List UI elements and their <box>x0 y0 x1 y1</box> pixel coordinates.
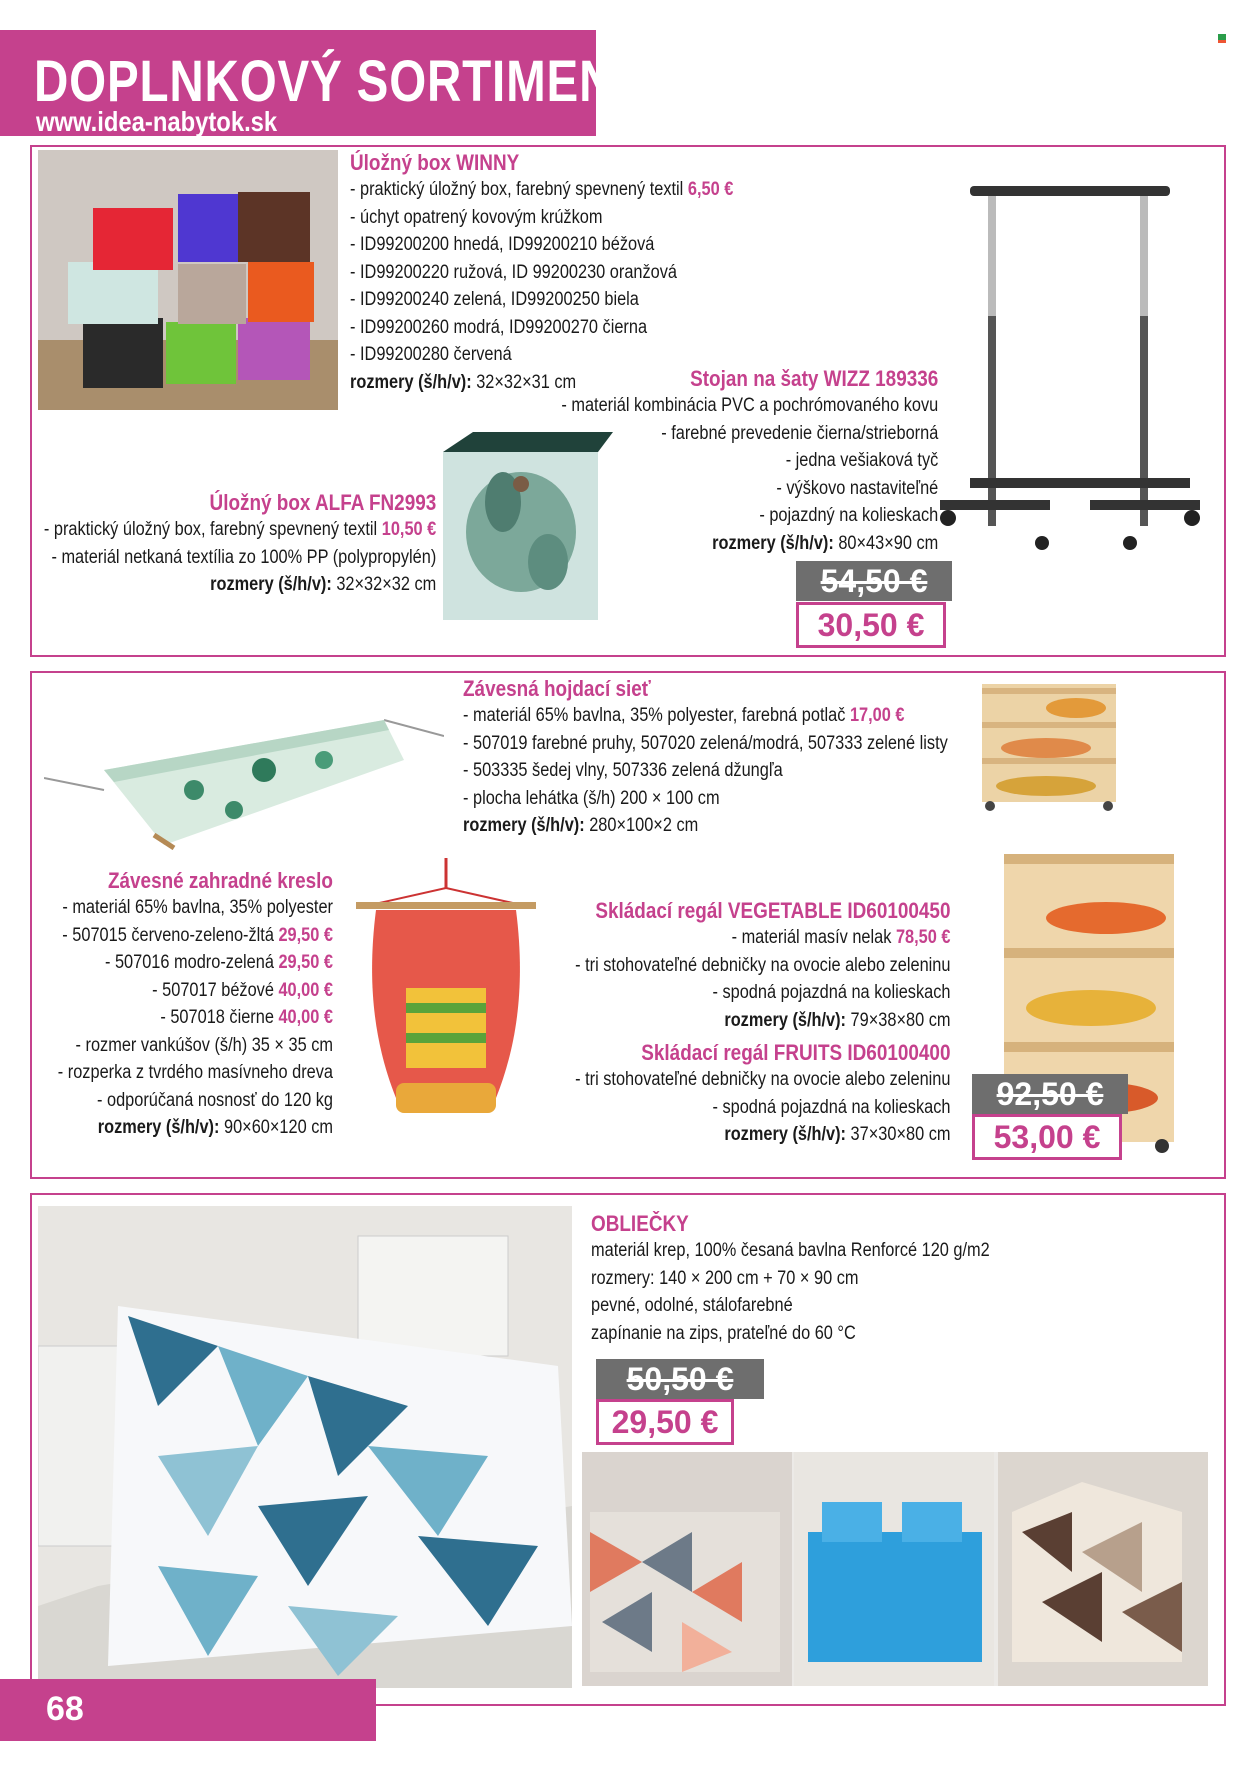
vegetable-line-1: - materiál masív nelak 78,50 € <box>731 927 950 948</box>
alfa-info <box>44 490 436 599</box>
hammock-price: 17,00 € <box>849 705 905 726</box>
fruits-new-price: 53,00 € <box>972 1114 1122 1160</box>
wizz-dims: rozmery (š/h/v): 80×43×90 cm <box>711 532 938 554</box>
chair-line-3: - 507016 modro-zelená 29,50 € <box>104 952 333 973</box>
wizz-rack-photo <box>940 178 1210 550</box>
sheets-line-4: zapínanie na zips, prateľné do 60 °C <box>591 1322 856 1344</box>
wizz-line-2: - farebné prevedenie čierna/strieborná <box>660 422 938 444</box>
alfa-line-1: - praktický úložný box, farebný spevnený textil 10,50 € <box>43 519 436 540</box>
hammock-line-3: - 503335 šedej vlny, 507336 zelená džungľa <box>463 760 783 781</box>
wizz-line-5: - pojazdný na kolieskach <box>759 505 938 526</box>
winny-line-1: - praktický úložný box, farebný spevnený textil 6,50 € <box>350 179 734 200</box>
chair-title: Závesné zahradné kreslo <box>107 868 334 893</box>
winny-line-7: - ID99200280 červená <box>350 344 512 365</box>
fruits-line-2: - spodná pojazdná na kolieskach <box>711 1096 950 1118</box>
wizz-old-price: 54,50 € <box>796 561 952 601</box>
winny-title: Úložný box WINNY <box>350 150 520 175</box>
chair-line-1: - materiál 65% bavlna, 35% polyester <box>62 897 334 918</box>
vegetable-line-3: - spodná pojazdná na kolieskach <box>711 982 950 1003</box>
chair-line-2: - 507015 červeno-zeleno-žltá 29,50 € <box>62 924 333 946</box>
bedding-main-photo <box>38 1206 572 1688</box>
sheets-line-1: materiál krep, 100% česaná bavlna Renforcé 120 g/m2 <box>591 1240 990 1261</box>
vegetable-title: Skládací regál VEGETABLE ID60100450 <box>594 898 950 923</box>
vegetable-price: 78,50 € <box>895 927 950 948</box>
fruits-old-price: 92,50 € <box>972 1074 1128 1114</box>
website-url[interactable]: www.idea-nabytok.sk <box>36 106 278 137</box>
winny-price: 6,50 € <box>687 179 734 200</box>
hammock-photo <box>44 700 444 850</box>
fruits-title: Skládací regál FRUITS ID60100400 <box>640 1040 950 1065</box>
wizz-title: Stojan na šaty WIZZ 189336 <box>689 366 938 391</box>
winny-line-2: - úchyt opatrený kovovým krúžkom <box>350 206 603 228</box>
chair-line-4: - 507017 béžové 40,00 € <box>152 979 333 1001</box>
winny-info <box>350 150 733 396</box>
crate-small-photo <box>976 678 1122 812</box>
corner-mark <box>1218 34 1226 43</box>
vegetable-info <box>575 898 950 1034</box>
sheets-info <box>591 1211 990 1347</box>
chair-info <box>58 868 333 1142</box>
alfa-line-2: - materiál netkaná textília zo 100% PP (polypropylén) <box>51 546 436 568</box>
hammock-dims: rozmery (š/h/v): 280×100×2 cm <box>463 815 699 836</box>
vegetable-line-2: - tri stohovateľné debničky na ovocie alebo zeleninu <box>574 954 950 976</box>
fruits-dims: rozmery (š/h/v): 37×30×80 cm <box>723 1124 950 1145</box>
wizz-info <box>561 366 938 557</box>
chair-photo <box>356 858 536 1130</box>
alfa-title: Úložný box ALFA FN2993 <box>209 490 436 515</box>
hammock-line-4: - plocha lehátka (š/h) 200 × 100 cm <box>463 787 720 809</box>
wizz-line-3: - jedna vešiaková tyč <box>785 450 938 471</box>
hammock-line-2: - 507019 farebné pruhy, 507020 zelená/modrá, 507333 zelené listy <box>463 732 948 754</box>
vegetable-dims: rozmery (š/h/v): 79×38×80 cm <box>723 1009 950 1031</box>
alfa-price: 10,50 € <box>381 519 436 540</box>
wizz-line-4: - výškovo nastaviteľné <box>776 477 938 499</box>
hammock-info <box>463 676 948 840</box>
fruits-info <box>575 1040 950 1149</box>
sheets-line-2: rozmery: 140 × 200 cm + 70 × 90 cm <box>591 1267 859 1289</box>
fruits-line-1: - tri stohovateľné debničky na ovocie alebo zeleninu <box>574 1069 950 1090</box>
sheets-title: OBLIEČKY <box>591 1211 689 1236</box>
sheets-line-3: pevné, odolné, stálofarebné <box>591 1295 793 1316</box>
page-number: 68 <box>46 1690 84 1728</box>
chair-dims: rozmery (š/h/v): 90×60×120 cm <box>97 1117 333 1138</box>
hammock-line-1: - materiál 65% bavlna, 35% polyester, farebná potlač 17,00 € <box>463 705 905 726</box>
winny-line-4: - ID99200220 ružová, ID 99200230 oranžová <box>350 261 678 283</box>
chair-line-7: - rozperka z tvrdého masívneho dreva <box>57 1062 333 1083</box>
sheets-old-price: 50,50 € <box>596 1359 764 1399</box>
chair-line-8: - odporúčaná nosnosť do 120 kg <box>97 1089 333 1111</box>
hammock-title: Závesná hojdací sieť <box>463 676 651 701</box>
wizz-new-price: 30,50 € <box>796 602 946 648</box>
alfa-dims: rozmery (š/h/v): 32×32×32 cm <box>209 574 436 595</box>
winny-boxes-photo <box>38 150 338 410</box>
winny-line-5: - ID99200240 zelená, ID99200250 biela <box>350 289 639 310</box>
wizz-line-1: - materiál kombinácia PVC a pochrómovaného kovu <box>561 395 938 416</box>
winny-dims: rozmery (š/h/v): 32×32×31 cm <box>350 371 577 393</box>
bedding-variants-photo <box>582 1452 1208 1686</box>
chair-line-5: - 507018 čierne 40,00 € <box>160 1007 333 1028</box>
winny-line-3: - ID99200200 hnedá, ID99200210 béžová <box>350 234 655 255</box>
sheets-new-price: 29,50 € <box>596 1399 734 1445</box>
chair-line-6: - rozmer vankúšov (š/h) 35 × 35 cm <box>75 1034 333 1056</box>
page-title: DOPLNKOVÝ SORTIMENT <box>34 49 645 114</box>
winny-line-6: - ID99200260 modrá, ID99200270 čierna <box>350 316 648 338</box>
